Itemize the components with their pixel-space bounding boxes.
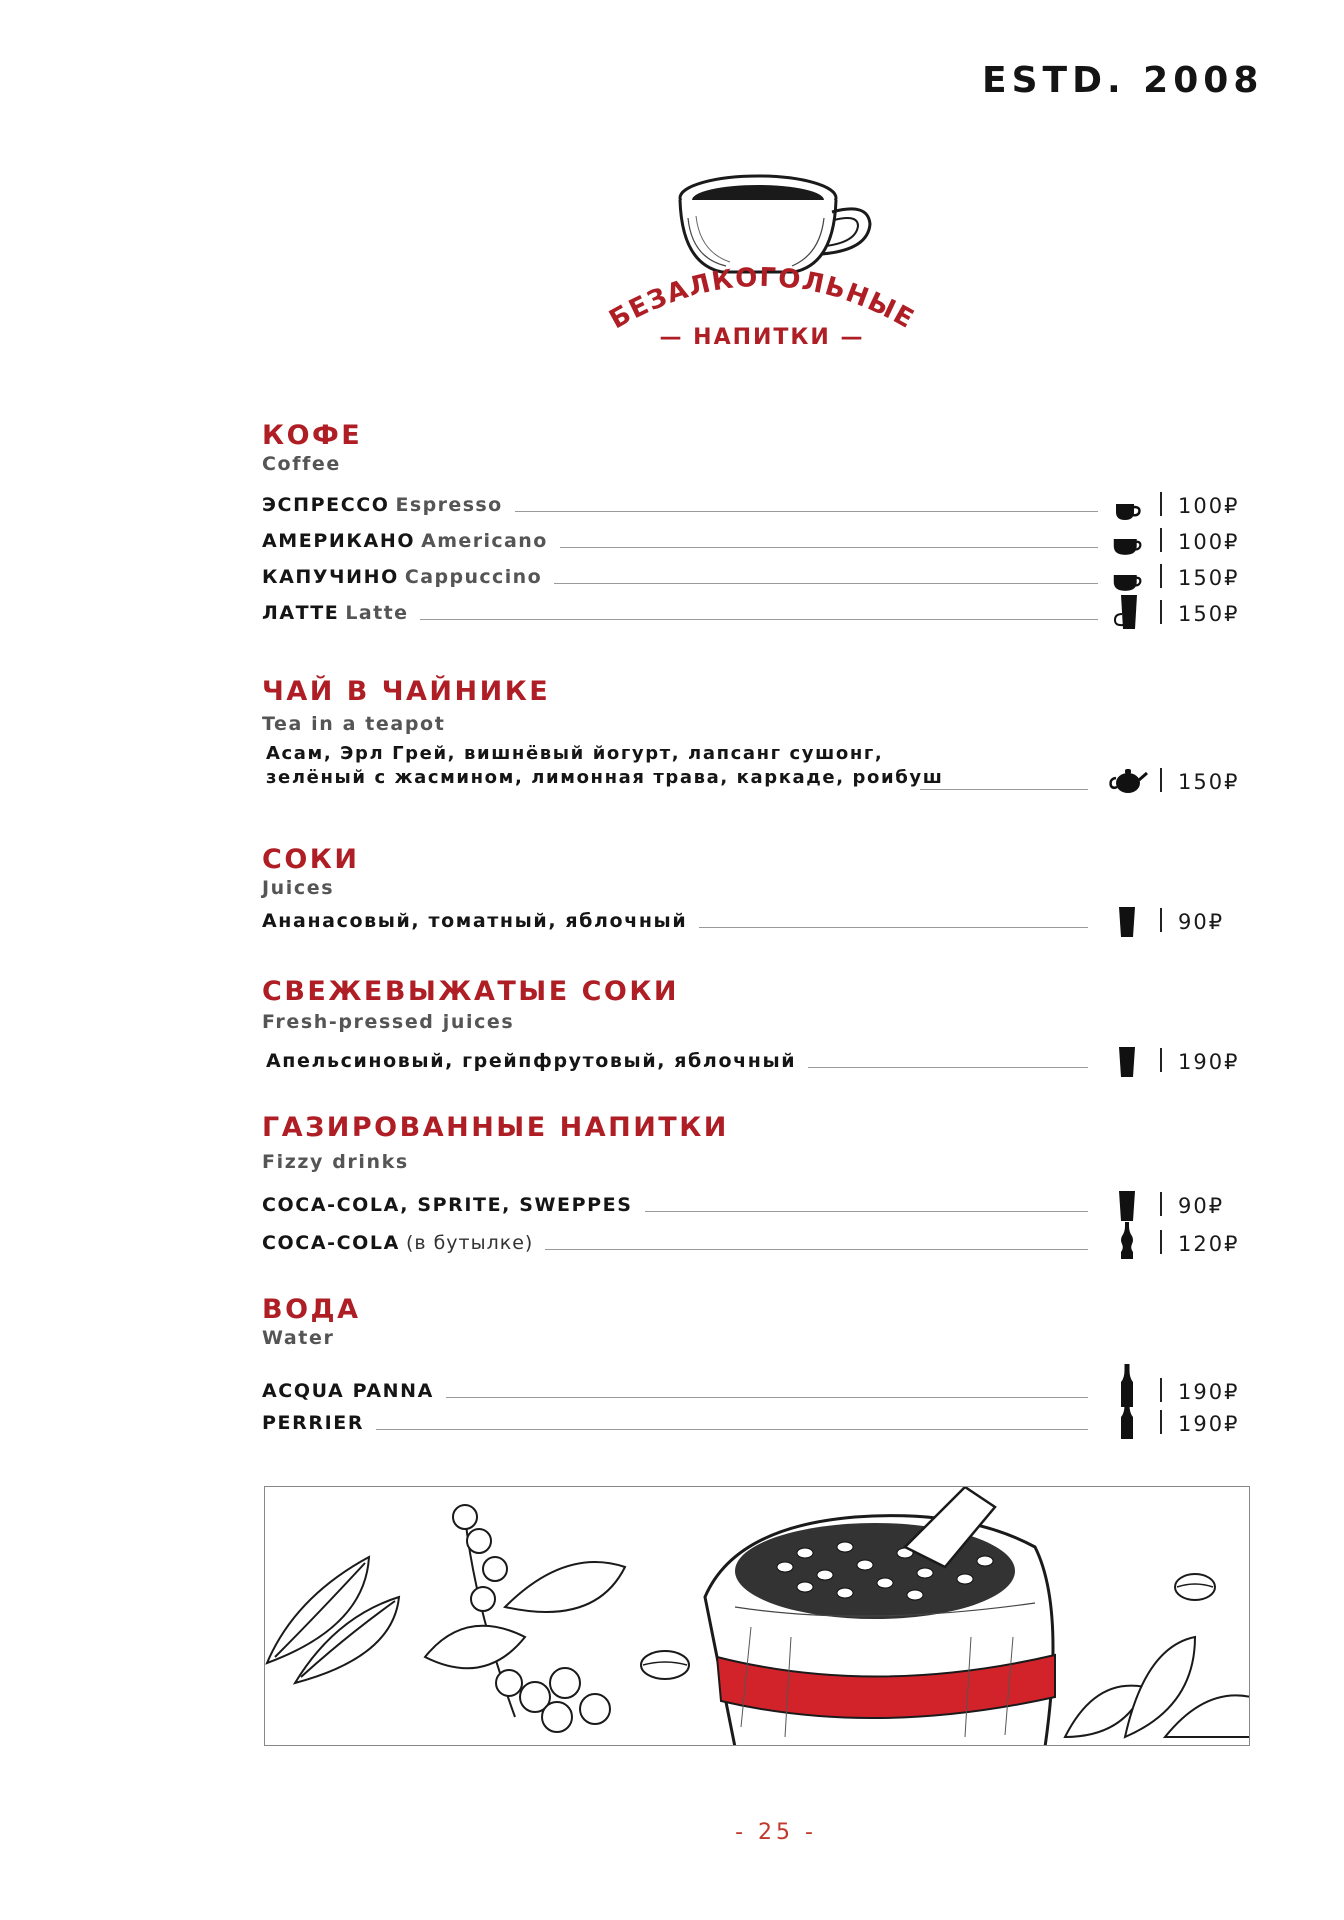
item-price: 150₽ <box>1178 602 1240 626</box>
item-price: 120₽ <box>1178 1232 1240 1256</box>
menu-item <box>262 1398 1242 1442</box>
water-bottle-icon <box>1112 1400 1142 1440</box>
menu-item <box>262 598 1242 632</box>
coffee-cup-illustration-icon <box>680 176 870 272</box>
menu-item <box>262 1190 1242 1224</box>
coffee-bean-icon <box>641 1651 689 1679</box>
item-note: (в бутылке) <box>405 1232 534 1254</box>
tea-varieties-line-2: зелёный с жасмином, лимонная трава, каркаде, роибуш <box>266 767 944 788</box>
menu-item-tea <box>262 742 1242 802</box>
menu-item <box>262 526 1242 560</box>
emblem-arc-title: БЕЗАЛКОГОЛЬНЫЕ <box>604 262 920 336</box>
item-name: АМЕРИКАНО <box>262 530 416 552</box>
emblem-subtitle: — НАПИТКИ — <box>659 325 865 350</box>
teapot-icon <box>1108 760 1148 794</box>
item-price: 150₽ <box>1178 566 1240 590</box>
glass-icon <box>1112 904 1142 938</box>
item-name-en: Espresso <box>395 494 503 516</box>
item-name-en: Latte <box>345 602 409 624</box>
section-subtitle: Fizzy drinks <box>262 1151 409 1173</box>
coffee-sack-illustration-icon <box>705 1487 1055 1746</box>
established-year: ESTD. 2008 <box>982 60 1264 101</box>
item-price: 150₽ <box>1178 770 1240 794</box>
section-subtitle: Juices <box>262 877 335 899</box>
menu-item <box>262 1046 1242 1080</box>
menu-item <box>262 906 1242 940</box>
coffee-branch-illustration-icon <box>425 1505 625 1732</box>
item-name-en: Americano <box>421 530 548 552</box>
item-name-en: Cappuccino <box>404 566 543 588</box>
item-price: 90₽ <box>1178 910 1225 934</box>
drinks-emblem <box>596 168 928 358</box>
item-price: 190₽ <box>1178 1380 1240 1404</box>
item-price: 190₽ <box>1178 1412 1240 1436</box>
latte-glass-icon <box>1112 596 1142 630</box>
section-subtitle: Water <box>262 1327 335 1349</box>
section-coffee <box>262 420 1242 476</box>
coffee-illustration-banner <box>264 1486 1250 1746</box>
item-name: КАПУЧИНО <box>262 566 399 588</box>
section-title: ГАЗИРОВАННЫЕ НАПИТКИ <box>262 1112 729 1143</box>
section-tea <box>262 676 1242 736</box>
section-subtitle: Coffee <box>262 453 341 475</box>
item-price: 100₽ <box>1178 530 1240 554</box>
page-number: - 25 - <box>735 1820 817 1845</box>
section-subtitle: Fresh-pressed juices <box>262 1011 515 1033</box>
section-fresh-juices <box>262 976 1242 1034</box>
section-juices <box>262 844 1242 900</box>
item-name: Апельсиновый, грейпфрутовый, яблочный <box>266 1050 808 1072</box>
espresso-cup-icon <box>1112 488 1142 522</box>
coffee-cup-icon <box>1112 524 1142 558</box>
coffee-bean-icon <box>1175 1574 1215 1600</box>
leaves-illustration-icon <box>1065 1637 1250 1737</box>
glass-icon <box>1112 1044 1142 1078</box>
item-name: Ананасовый, томатный, яблочный <box>262 910 699 932</box>
item-name: ACQUA PANNA <box>262 1380 446 1402</box>
section-title: КОФЕ <box>262 420 363 451</box>
menu-item <box>262 1228 1242 1262</box>
item-name: COCA-COLA, SPRITE, SWEPPES <box>262 1194 645 1216</box>
tea-varieties <box>266 742 943 790</box>
item-name: ЭСПРЕССО <box>262 494 390 516</box>
cola-bottle-icon <box>1112 1226 1142 1260</box>
item-name: ЛАТТЕ <box>262 602 340 624</box>
section-title: ВОДА <box>262 1294 361 1325</box>
section-fizzy-drinks <box>262 1112 1242 1174</box>
item-name: COCA-COLA <box>262 1232 400 1254</box>
menu-item <box>262 490 1242 524</box>
section-subtitle: Tea in a teapot <box>262 713 446 735</box>
glass-icon <box>1112 1188 1142 1222</box>
menu-item <box>262 562 1242 596</box>
item-price: 190₽ <box>1178 1050 1240 1074</box>
item-price: 90₽ <box>1178 1194 1225 1218</box>
section-title: СОКИ <box>262 844 360 875</box>
tea-varieties-line-1: Асам, Эрл Грей, вишнёвый йогурт, лапсанг сушонг, <box>266 743 884 764</box>
coffee-cup-icon <box>1112 560 1142 594</box>
leaves-illustration-icon <box>267 1557 399 1683</box>
section-water <box>262 1294 1242 1350</box>
section-title: ЧАЙ В ЧАЙНИКЕ <box>262 676 551 707</box>
item-price: 100₽ <box>1178 494 1240 518</box>
section-title: СВЕЖЕВЫЖАТЫЕ СОКИ <box>262 976 680 1007</box>
item-name: PERRIER <box>262 1412 376 1434</box>
